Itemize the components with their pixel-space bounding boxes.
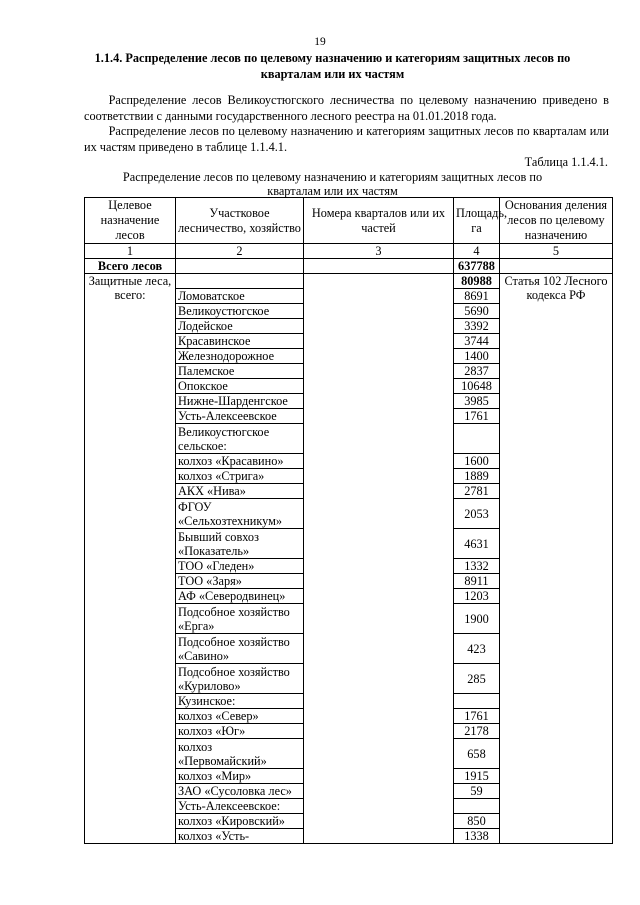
area-value: 3744 [454,334,500,349]
forestry-name: Подсобное хозяйство «Курилово» [176,664,304,694]
forestry-name: ТОО «Заря» [176,574,304,589]
forestry-name: колхоз «Мир» [176,769,304,784]
forestry-name: Бывший совхоз «Показатель» [176,529,304,559]
forestry-name: Кузинское: [176,694,304,709]
forestry-name: колхоз «Север» [176,709,304,724]
area-value: 1203 [454,589,500,604]
forestry-name: Лодейское [176,319,304,334]
area-value: 423 [454,634,500,664]
total-area: 637788 [454,259,500,274]
table-number: Таблица 1.1.4.1. [524,155,608,169]
forestry-name: Усть-Алексеевское [176,409,304,424]
forestry-name: АКХ «Нива» [176,484,304,499]
paragraph-2-text: Распределение лесов по целевому назначению и категориям защитных лесов по кварталам или их частям приведено в таблице 1.1.4.1. [84,124,609,154]
area-value: 4631 [454,529,500,559]
area-value: 8691 [454,289,500,304]
protective-row [85,274,613,289]
forestry-name: Великоустюгское сельское: [176,424,304,454]
header-purpose: Целевое назначение лесов [85,198,176,244]
section-heading: 1.1.4. Распределение лесов по целевому назначению и категориям защитных лесов по кварталам или их частям [94,51,571,81]
forestry-name: колхоз «Юг» [176,724,304,739]
page-number: 19 [314,36,326,48]
area-value [454,799,500,814]
area-value: 2837 [454,364,500,379]
area-value: 1900 [454,604,500,634]
area-value: 2781 [454,484,500,499]
table-caption: Распределение лесов по целевому назначению и категориям защитных лесов по кварталам или их частям [122,170,543,198]
forestry-name: Палемское [176,364,304,379]
col-number: 2 [176,244,304,259]
header-quarters: Номера кварталов или их частей [304,198,454,244]
forestry-name: колхоз «Кировский» [176,814,304,829]
forestry-name: Красавинское [176,334,304,349]
area-value: 5690 [454,304,500,319]
area-value: 850 [454,814,500,829]
area-value: 1761 [454,409,500,424]
paragraph-1-text: Распределение лесов Великоустюгского лесничества по целевому назначению приведено в соответствии с данными государственного лесного реестра на 01.01.2018 года. [84,93,609,123]
forestry-name: колхоз «Усть- [176,829,304,844]
forestry-name: АФ «Северодвинец» [176,589,304,604]
area-value: 1332 [454,559,500,574]
area-value: 2053 [454,499,500,529]
area-value: 3985 [454,394,500,409]
forestry-name: колхоз «Первомайский» [176,739,304,769]
forestry-name: ФГОУ «Сельхозтехникум» [176,499,304,529]
protective-label: Защитные леса, всего: [85,274,176,844]
area-value: 1761 [454,709,500,724]
col-number: 3 [304,244,454,259]
forest-distribution-table [84,197,613,844]
area-value: 3392 [454,319,500,334]
basis-text: Статья 102 Лесного кодекса РФ [500,274,613,844]
area-value: 1889 [454,469,500,484]
area-value: 285 [454,664,500,694]
total-label: Всего лесов [85,259,176,274]
forestry-name: Усть-Алексеевское: [176,799,304,814]
area-value: 8911 [454,574,500,589]
header-basis: Основания деления лесов по целевому назначению [500,198,613,244]
forestry-name: Подсобное хозяйство «Ерга» [176,604,304,634]
header-area: Площадь, га [454,198,500,244]
forestry-name: Опокское [176,379,304,394]
header-forestry: Участковое лесничество, хозяйство [176,198,304,244]
area-value: 59 [454,784,500,799]
forestry-name: ЗАО «Сусоловка лес» [176,784,304,799]
forestry-name: Великоустюгское [176,304,304,319]
forestry-name: колхоз «Красавино» [176,454,304,469]
col-number: 4 [454,244,500,259]
area-value: 2178 [454,724,500,739]
col-number: 5 [500,244,613,259]
area-value [454,694,500,709]
area-value: 1600 [454,454,500,469]
area-value: 1400 [454,349,500,364]
area-value [454,424,500,454]
area-value: 10648 [454,379,500,394]
col-number: 1 [85,244,176,259]
protective-area: 80988 [454,274,500,289]
forestry-name: Ломоватское [176,289,304,304]
forestry-name: Железнодорожное [176,349,304,364]
area-value: 1338 [454,829,500,844]
paragraph-2 [84,124,609,155]
area-value: 1915 [454,769,500,784]
forestry-name: Подсобное хозяйство «Савино» [176,634,304,664]
forestry-name: Нижне-Шарденгское [176,394,304,409]
paragraph-1 [84,93,609,124]
forestry-name: ТОО «Гледен» [176,559,304,574]
total-row [85,259,613,274]
area-value: 658 [454,739,500,769]
forestry-name: колхоз «Стрига» [176,469,304,484]
